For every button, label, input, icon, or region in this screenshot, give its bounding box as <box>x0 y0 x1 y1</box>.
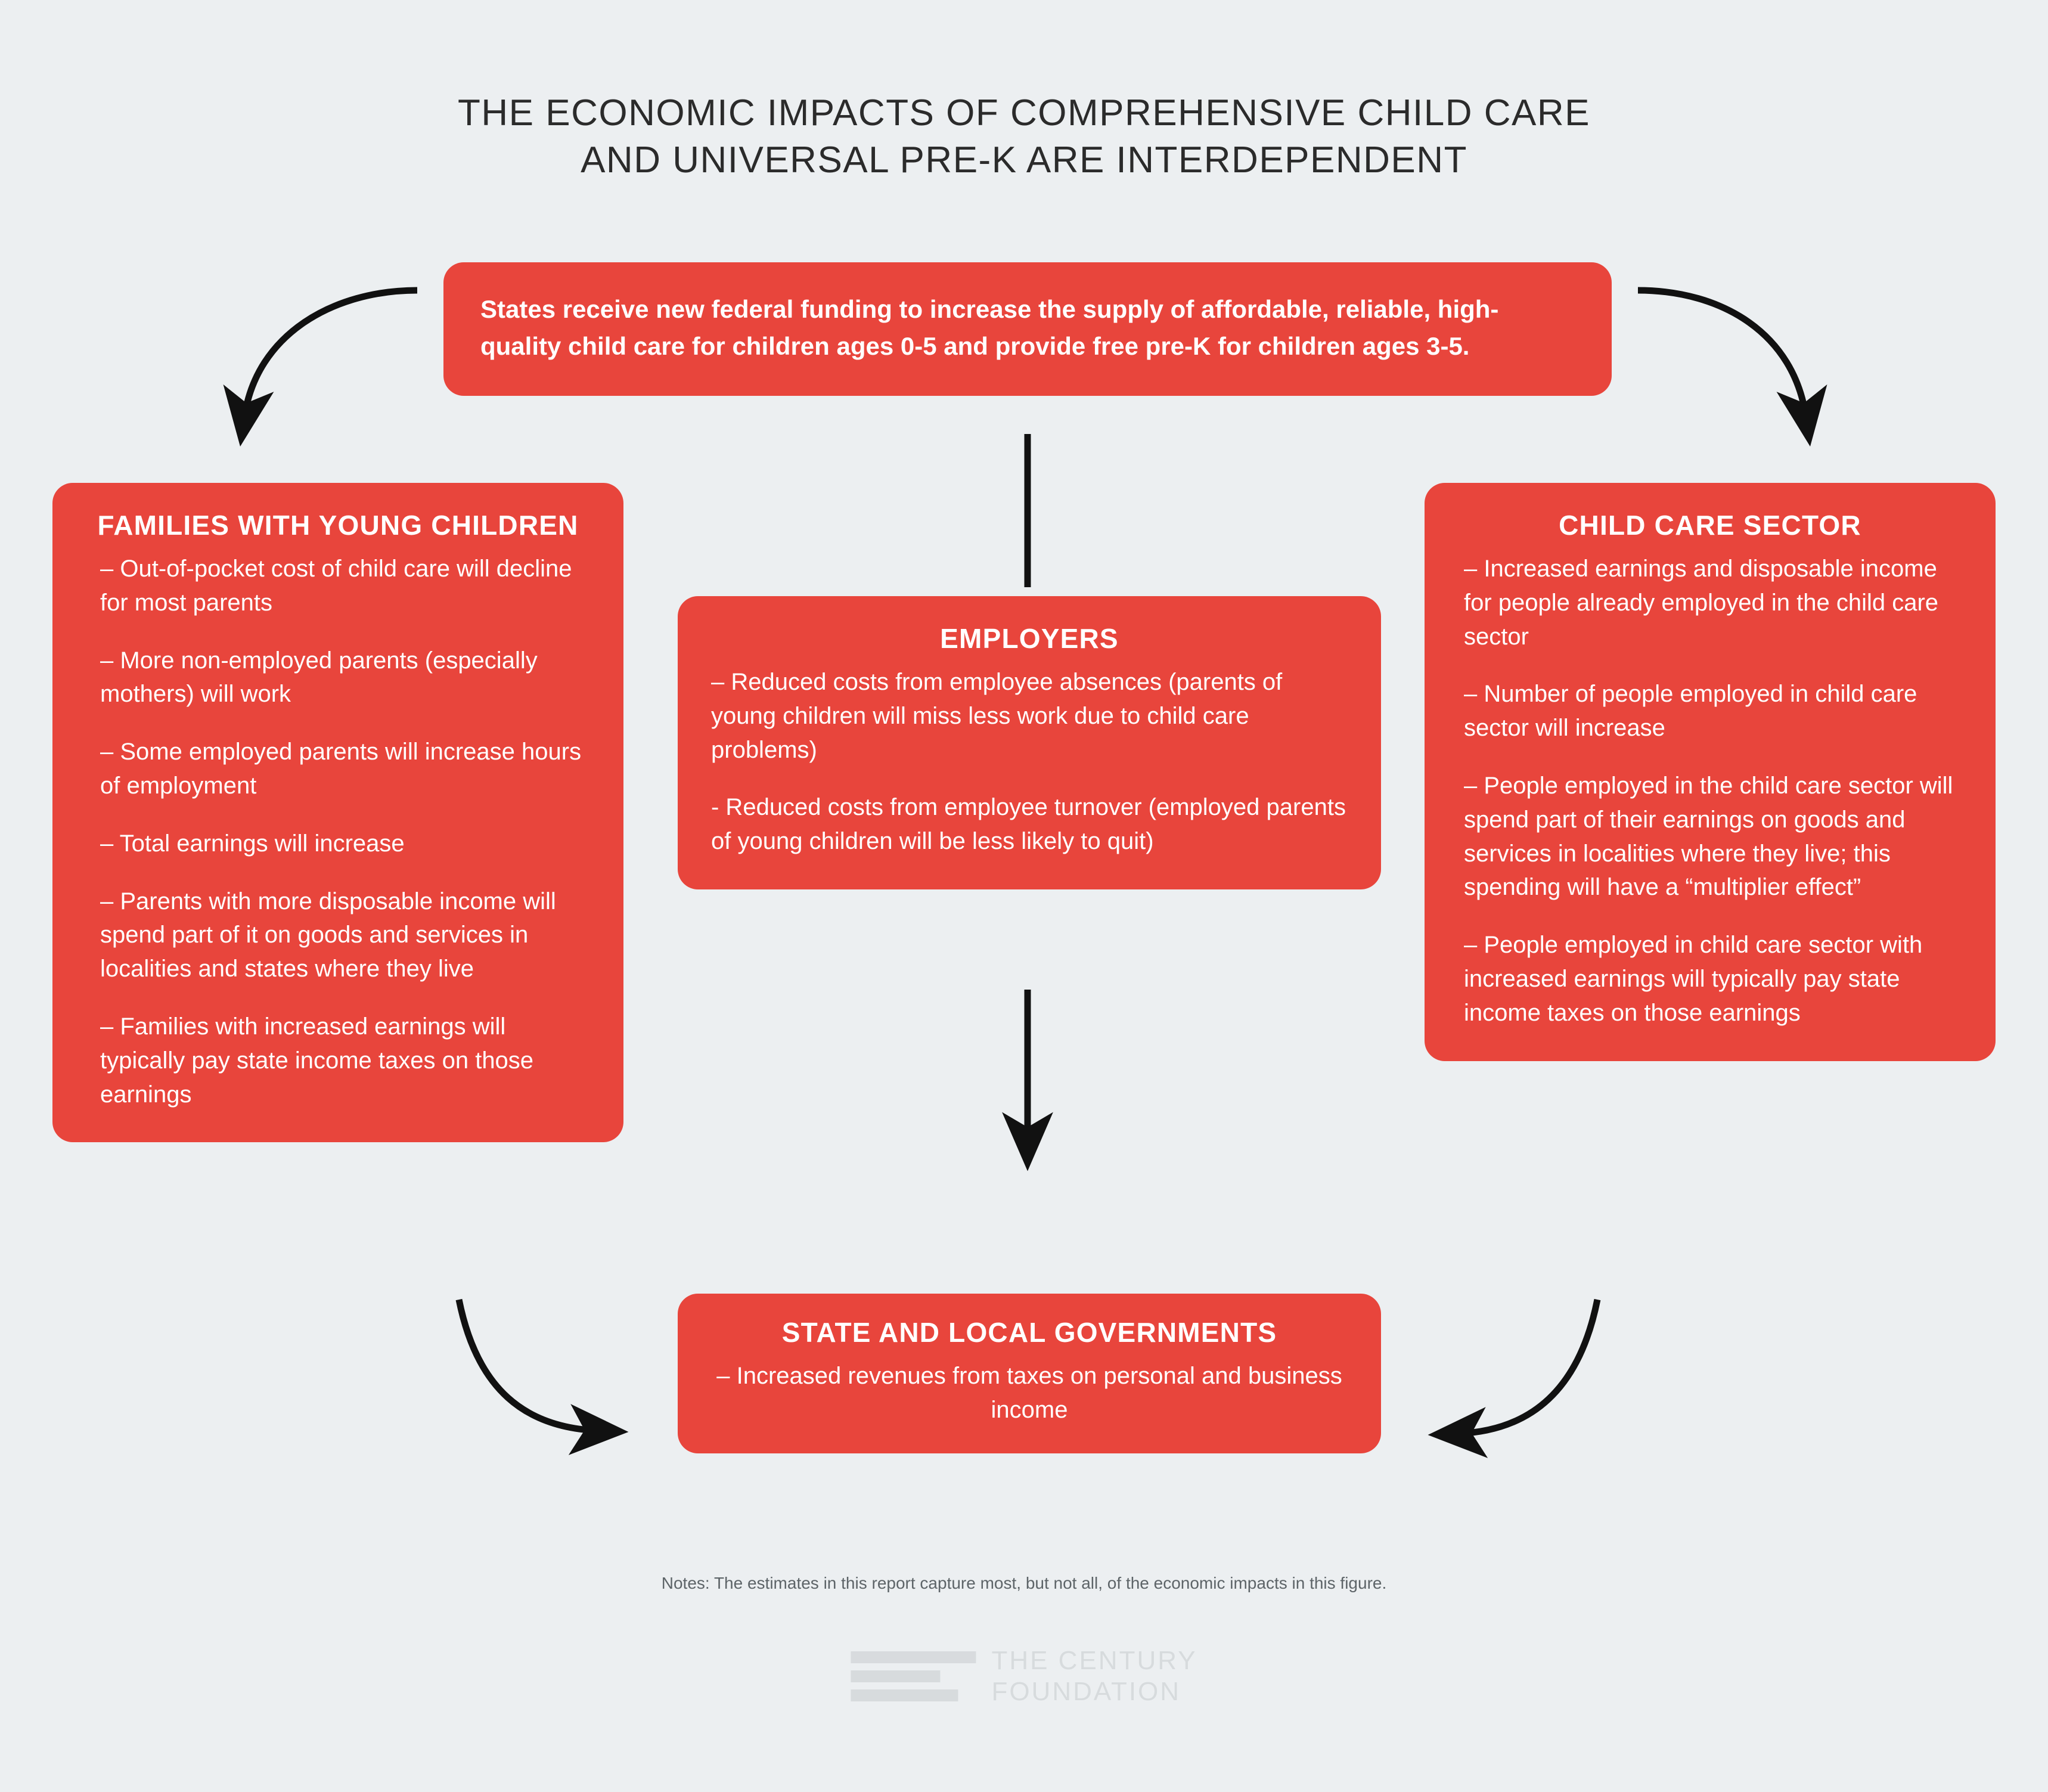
node-families-heading: FAMILIES WITH YOUNG CHILDREN <box>97 510 579 541</box>
node-families-bullet-3: – Some employed parents will increase hours of employment <box>100 739 582 799</box>
node-sector-bullet-1: – Increased earnings and disposable income for people already employed in the child care sector <box>1464 556 1939 650</box>
page-title <box>0 89 2048 184</box>
node-families-with-young-children <box>52 483 623 1142</box>
logo-mark-icon <box>851 1651 976 1701</box>
organization-logo <box>851 1645 1197 1707</box>
node-families-bullet-6: – Families with increased earnings will typically pay state income taxes on those earnings <box>100 1013 534 1108</box>
node-sector-heading: CHILD CARE SECTOR <box>1559 510 1861 541</box>
node-federal-funding-text: States receive new federal funding to increase the supply of affordable, reliable, high-quality child care for children ages 0-5 and provide free pre-K for children ages 3-5. <box>480 295 1499 361</box>
node-federal-funding <box>443 262 1612 396</box>
node-families-bullet-5: – Parents with more disposable income will spend part of it on goods and services in localities and states where they live <box>100 888 556 982</box>
figure-notes: Notes: The estimates in this report capture most, but not all, of the economic impacts in this figure. <box>661 1574 1387 1592</box>
arrow-top-to-families <box>244 290 417 417</box>
logo-line-2: FOUNDATION <box>991 1676 1181 1706</box>
arrow-sector-to-government <box>1457 1300 1597 1434</box>
node-families-bullet-1: – Out-of-pocket cost of child care will decline for most parents <box>100 556 572 616</box>
node-sector-bullet-4: – People employed in child care sector with increased earnings will typically pay state income taxes on those earnings <box>1464 932 1923 1026</box>
page-title-line-2: AND UNIVERSAL PRE-K ARE INTERDEPENDENT <box>581 139 1467 181</box>
node-child-care-sector <box>1425 483 1996 1061</box>
node-government-bullet-1: – Increased revenues from taxes on personal and business income <box>716 1363 1342 1423</box>
node-state-and-local-governments <box>678 1294 1381 1453</box>
node-sector-bullet-3: – People employed in the child care sector will spend part of their earnings on goods and services in localities where they live; this spending will have a “multiplier effect” <box>1464 772 1953 901</box>
node-families-bullet-2: – More non-employed parents (especially mothers) will work <box>100 647 538 708</box>
node-government-heading: STATE AND LOCAL GOVERNMENTS <box>781 1317 1277 1348</box>
node-employers-bullet-2: - Reduced costs from employee turnover (employed parents of young children will be less likely to quit) <box>711 794 1346 855</box>
page-title-line-1: THE ECONOMIC IMPACTS OF COMPREHENSIVE CHILD CARE <box>457 92 1591 134</box>
node-employers <box>678 596 1381 889</box>
arrow-families-to-government <box>459 1300 599 1431</box>
node-families-bullet-4: – Total earnings will increase <box>100 830 405 857</box>
node-employers-bullet-1: – Reduced costs from employee absences (parents of young children will miss less work due to child care problems) <box>711 669 1283 763</box>
arrow-top-to-sector <box>1638 290 1806 417</box>
node-sector-bullet-2: – Number of people employed in child care sector will increase <box>1464 681 1917 742</box>
logo-wordmark <box>991 1645 1197 1707</box>
node-employers-heading: EMPLOYERS <box>940 623 1119 654</box>
logo-line-1: THE CENTURY <box>991 1646 1197 1675</box>
